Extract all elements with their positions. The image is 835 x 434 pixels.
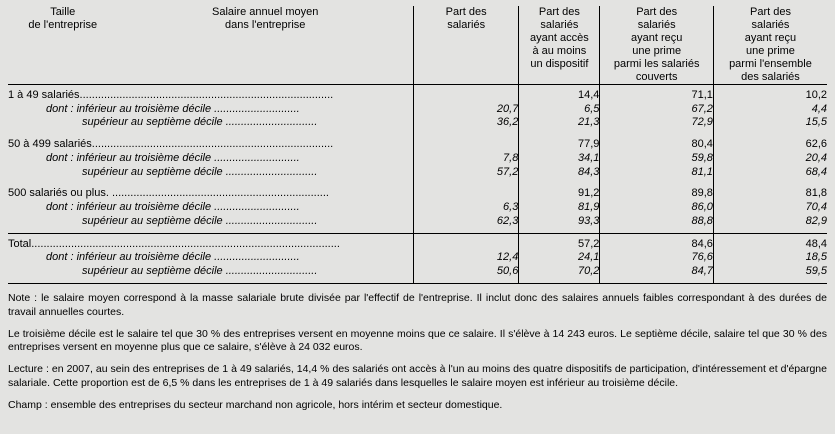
cell-prime-couverts: 88,8 <box>600 215 714 233</box>
col-header-part-salaries <box>413 6 518 84</box>
cell-part-salaries: 57,2 <box>413 166 518 184</box>
header-line: des salariés <box>741 70 800 83</box>
header-line: une prime <box>746 44 795 57</box>
cell-prime-couverts: 80,4 <box>600 134 714 152</box>
table-body <box>8 84 827 283</box>
table-header <box>8 6 827 84</box>
cell-part-salaries: 6,3 <box>413 201 518 215</box>
header-line: Part des <box>749 6 791 18</box>
row-label-text: dont : inférieur au troisième décile ............................ <box>46 102 300 115</box>
cell-acces: 84,3 <box>519 166 600 184</box>
header-line: dans l'entreprise <box>225 18 306 31</box>
row-label <box>8 215 413 233</box>
cell-part-salaries: 20,7 <box>413 103 518 117</box>
cell-acces: 21,3 <box>519 116 600 134</box>
cell-part-salaries <box>413 134 518 152</box>
row-label-text: dont : inférieur au troisième décile ............................ <box>46 201 300 214</box>
cell-prime-couverts: 86,0 <box>600 201 714 215</box>
cell-prime-couverts: 71,1 <box>600 84 714 102</box>
cell-part-salaries <box>413 233 518 251</box>
note-lecture: Lecture : en 2007, au sein des entreprises de 1 à 49 salariés, 14,4 % des salariés ont accès à l'un au moins des quatre dispositifs de participation, d'intéressement et d'épargne salariale. Cette proportion est de 6,5 % dans les entreprises de 1 à 49 salariés dans lesquelles le salaire moyen est inférieur au troisième décile. <box>8 363 827 390</box>
cell-part-salaries: 7,8 <box>413 152 518 166</box>
col-header-salaire <box>117 6 413 84</box>
cell-part-salaries: 12,4 <box>413 251 518 265</box>
cell-part-salaries <box>413 84 518 102</box>
cell-acces: 34,1 <box>519 152 600 166</box>
cell-acces: 77,9 <box>519 134 600 152</box>
cell-prime-ensemble: 4,4 <box>713 103 827 117</box>
table-row-total <box>8 233 827 251</box>
cell-part-salaries: 62,3 <box>413 215 518 233</box>
cell-prime-couverts: 76,6 <box>600 251 714 265</box>
row-label <box>8 251 413 265</box>
cell-acces: 14,4 <box>519 84 600 102</box>
cell-prime-couverts: 81,1 <box>600 166 714 184</box>
header-line: Part des <box>636 6 678 18</box>
cell-prime-couverts: 84,7 <box>600 265 714 283</box>
header-line: Salaire annuel moyen <box>212 6 319 18</box>
row-label-text: dont : inférieur au troisième décile ............................ <box>46 251 300 264</box>
cell-prime-couverts: 89,8 <box>600 183 714 201</box>
row-label <box>8 103 413 117</box>
header-line: de l'entreprise <box>28 18 98 31</box>
header-line: parmi les salariés <box>613 57 700 70</box>
cell-prime-couverts: 84,6 <box>600 233 714 251</box>
row-label <box>8 116 413 134</box>
table-row <box>8 84 827 102</box>
cell-prime-ensemble: 20,4 <box>713 152 827 166</box>
header-line: Part des <box>538 6 580 18</box>
cell-prime-ensemble: 15,5 <box>713 116 827 134</box>
row-label: 50 à 499 salariés............................................................................... <box>8 138 334 151</box>
cell-part-salaries: 36,2 <box>413 116 518 134</box>
table-row <box>8 265 827 283</box>
row-label-text: supérieur au septième décile .............................. <box>82 116 318 129</box>
row-label: 500 salariés ou plus. ....................................................................... <box>8 187 329 200</box>
table-row <box>8 152 827 166</box>
cell-acces: 93,3 <box>519 215 600 233</box>
col-header-prime-couverts <box>600 6 714 84</box>
table-row <box>8 251 827 265</box>
col-header-taille <box>8 6 117 84</box>
note-definition: Note : le salaire moyen correspond à la masse salariale brute divisée par l'effectif de l'entreprise. Il inclut donc des salaires annuels faibles correspondant à des durées de travail annuelles courtes. <box>8 291 827 318</box>
table-row <box>8 215 827 233</box>
cell-prime-ensemble: 70,4 <box>713 201 827 215</box>
cell-acces: 6,5 <box>519 103 600 117</box>
cell-prime-couverts: 67,2 <box>600 103 714 117</box>
header-line: salariés <box>751 18 790 31</box>
header-line: à au moins <box>532 44 587 57</box>
table-notes <box>8 284 827 413</box>
table-row <box>8 166 827 184</box>
row-label-text: dont : inférieur au troisième décile ............................ <box>46 151 300 164</box>
header-line: ayant reçu <box>630 31 683 44</box>
cell-prime-ensemble: 81,8 <box>713 183 827 201</box>
table-row <box>8 116 827 134</box>
cell-prime-couverts: 72,9 <box>600 116 714 134</box>
cell-acces: 24,1 <box>519 251 600 265</box>
cell-acces: 91,2 <box>519 183 600 201</box>
row-label: 1 à 49 salariés................................................................................... <box>8 88 334 101</box>
table-row <box>8 103 827 117</box>
header-line: salariés <box>447 18 486 31</box>
cell-acces: 57,2 <box>519 233 600 251</box>
cell-acces: 70,2 <box>519 265 600 283</box>
data-table <box>8 6 827 284</box>
header-line: salariés <box>637 18 676 31</box>
note-decile: Le troisième décile est le salaire tel que 30 % des entreprises versent en moyenne moins que ce salaire. Il s'élève à 14 243 euros. Le septième décile, salaire tel que 30 % des entreprises versent en moyenne plus que ce salaire, s'élève à 24 032 euros. <box>8 327 827 354</box>
row-label <box>8 201 413 215</box>
document-page <box>0 6 835 434</box>
row-label-text: supérieur au septième décile .............................. <box>82 165 318 178</box>
cell-prime-ensemble: 48,4 <box>713 233 827 251</box>
cell-part-salaries <box>413 183 518 201</box>
row-label <box>8 166 413 184</box>
header-line: Part des <box>445 6 487 18</box>
cell-prime-ensemble: 62,6 <box>713 134 827 152</box>
header-line: Taille <box>50 6 76 18</box>
note-champ: Champ : ensemble des entreprises du secteur marchand non agricole, hors intérim et secteur domestique. <box>8 398 503 411</box>
row-label-text: supérieur au septième décile .............................. <box>82 265 318 278</box>
cell-prime-ensemble: 10,2 <box>713 84 827 102</box>
header-line: salariés <box>540 18 579 31</box>
row-label-text: supérieur au septième décile .............................. <box>82 214 318 227</box>
row-label: Total..................................................................................................... <box>8 233 413 251</box>
cell-prime-couverts: 59,8 <box>600 152 714 166</box>
row-label <box>8 152 413 166</box>
table-row <box>8 183 827 201</box>
cell-prime-ensemble: 59,5 <box>713 265 827 283</box>
header-line: un dispositif <box>530 57 589 70</box>
cell-prime-ensemble: 82,9 <box>713 215 827 233</box>
row-label <box>8 265 413 283</box>
header-line: parmi l'ensemble <box>729 57 812 70</box>
header-line: ayant reçu <box>744 31 797 44</box>
col-header-acces <box>519 6 600 84</box>
table-row <box>8 134 827 152</box>
header-line: couverts <box>635 70 678 83</box>
header-line: une prime <box>632 44 682 57</box>
header-line: ayant accès <box>530 31 589 44</box>
cell-prime-ensemble: 18,5 <box>713 251 827 265</box>
cell-acces: 81,9 <box>519 201 600 215</box>
table-row <box>8 201 827 215</box>
cell-part-salaries: 50,6 <box>413 265 518 283</box>
cell-prime-ensemble: 68,4 <box>713 166 827 184</box>
col-header-prime-ensemble <box>713 6 827 84</box>
